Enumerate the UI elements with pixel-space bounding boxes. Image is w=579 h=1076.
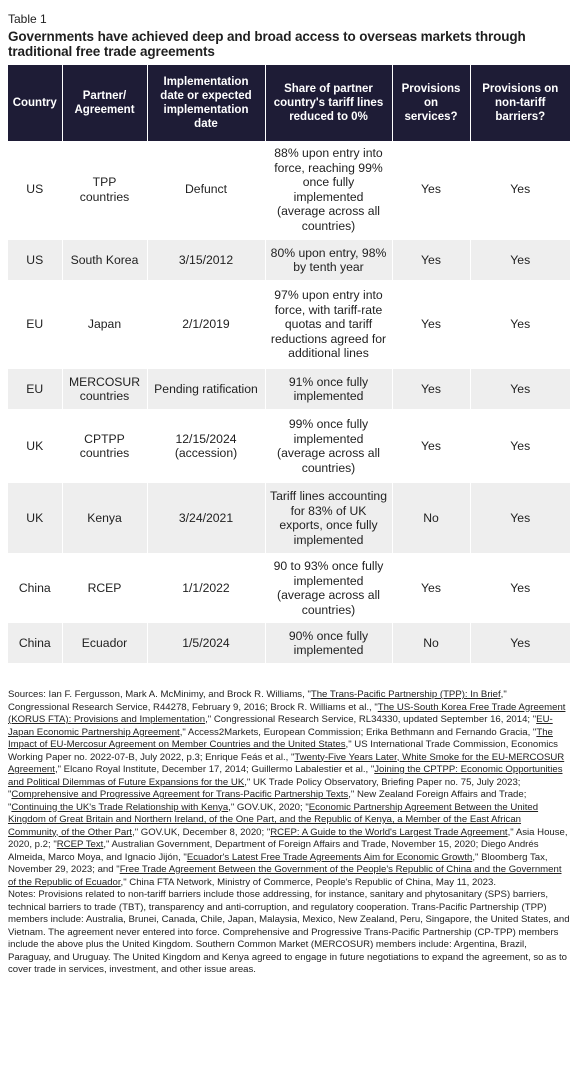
source-link[interactable]: The Trans-Pacific Partnership (TPP): In Brief bbox=[310, 689, 501, 700]
source-link[interactable]: RCEP Text bbox=[56, 839, 104, 850]
cell-date: 1/5/2024 bbox=[147, 622, 265, 664]
cell-share: 80% upon entry, 98% by tenth year bbox=[265, 239, 392, 281]
source-link[interactable]: The Impact of EU-Mercosur Agreement on Member Countries and the United States bbox=[8, 726, 553, 750]
sources-text: ," GOV.UK, 2020; " bbox=[228, 801, 309, 813]
cell-country: China bbox=[8, 554, 62, 622]
sources-section bbox=[8, 689, 570, 977]
source-link[interactable]: Joining the CPTPP: Economic Opportunities and Political Dilemmas of Future Expansions for the UK bbox=[8, 764, 563, 788]
cell-partner: TPP countries bbox=[62, 141, 147, 239]
source-link[interactable]: Twenty-Five Years Later, White Smoke for the EU-MERCOSUR Agreement bbox=[8, 751, 565, 775]
header-ntb: Provisions on non-tariff barriers? bbox=[470, 65, 570, 141]
source-link[interactable]: Economic Partnership Agreement Between the United Kingdom of Great Britain and Northern Ireland, of the One Part, and the Republic of Kenya, a Member of the East African Community, of the Other Part bbox=[8, 801, 539, 838]
cell-date: 2/1/2019 bbox=[147, 281, 265, 368]
source-link[interactable]: EU-Japan Economic Partnership Agreement bbox=[8, 714, 553, 738]
sources-text: ," Asia House, 2020, p.2; " bbox=[8, 826, 568, 850]
cell-partner: Ecuador bbox=[62, 622, 147, 664]
cell-country: EU bbox=[8, 368, 62, 410]
cell-services: No bbox=[392, 482, 470, 554]
cell-partner: Japan bbox=[62, 281, 147, 368]
table-row bbox=[8, 410, 570, 482]
table-row bbox=[8, 622, 570, 664]
cell-services: Yes bbox=[392, 410, 470, 482]
sources-text: ," Congressional Research Service, RL34330, updated September 16, 2014; " bbox=[205, 714, 537, 725]
header-partner: Partner/ Agreement bbox=[62, 65, 147, 141]
table-title: Governments have achieved deep and broad access to overseas markets through traditional free trade agreements bbox=[8, 29, 526, 59]
cell-country: China bbox=[8, 622, 62, 664]
cell-ntb: Yes bbox=[470, 622, 570, 664]
cell-ntb: Yes bbox=[470, 554, 570, 622]
sources-text: ," Elcano Royal Institute, December 17, 2014; Guillermo Labalestier et al., " bbox=[54, 764, 375, 775]
trade-agreements-table bbox=[8, 65, 570, 665]
notes-text: Notes: Provisions related to non-tariff barriers include those addressing, for instance, sanitary and phytosanitary (SPS) barriers, technical barriers to trade (TBT), transparency and anti-corruption, and regulatory cooperation. Trans-Pacific Partnership (TPP) members include: Australia, Brunei, Canada, Chile, Japan, Malaysia, Mexico, New Zealand, Peru, Singapore, the United States, and Vietnam. The agreement never entered into force. Comprehensive and Progressive Trans-Pacific Partnership (CP-TPP) members include the above plus the United Kingdom. Southern Common Market (MERCOSUR) members include: Argentina, Brazil, Paraguay, and Uruguay. The United Kingdom and Kenya agreed to engage in future negotiations to expand the agreement, so as to cover trade in services, investment, and other issue areas. bbox=[8, 889, 570, 975]
sources-text: ," China FTA Network, Ministry of Commerce, People's Republic of China, May 11, 2023. bbox=[120, 876, 497, 888]
cell-share: 88% upon entry into force, reaching 99% once fully implemented (average across all countries) bbox=[265, 141, 392, 239]
source-link[interactable]: The US-South Korea Free Trade Agreement (KORUS FTA): Provisions and Implementation bbox=[8, 701, 566, 725]
sources-text: ," US International Trade Commission, Economics Working Paper no. 2022-07-B, July 2022, p.3; Enrique Feás et al., " bbox=[8, 739, 558, 763]
cell-partner: South Korea bbox=[62, 239, 147, 281]
cell-country: UK bbox=[8, 482, 62, 554]
cell-services: Yes bbox=[392, 554, 470, 622]
source-link[interactable]: Comprehensive and Progressive Agreement for Trans-Pacific Partnership Texts bbox=[11, 789, 349, 800]
sources-text: Sources: Ian F. Fergusson, Mark A. McMinimy, and Brock R. Williams, " bbox=[8, 689, 311, 700]
cell-partner: CPTPP countries bbox=[62, 410, 147, 482]
cell-services: Yes bbox=[392, 281, 470, 368]
cell-date: 3/24/2021 bbox=[147, 482, 265, 554]
sources-text: ," UK Trade Policy Observatory, Briefing Paper no. 75, July 2023; " bbox=[8, 776, 521, 800]
sources-text bbox=[8, 689, 570, 889]
cell-ntb: Yes bbox=[470, 482, 570, 554]
cell-country: US bbox=[8, 141, 62, 239]
cell-date: 1/1/2022 bbox=[147, 554, 265, 622]
cell-partner: MERCOSUR countries bbox=[62, 368, 147, 410]
cell-ntb: Yes bbox=[470, 239, 570, 281]
table-row bbox=[8, 482, 570, 554]
header-date: Implementation date or expected implementation date bbox=[147, 65, 265, 141]
cell-services: No bbox=[392, 622, 470, 664]
cell-partner: RCEP bbox=[62, 554, 147, 622]
cell-country: EU bbox=[8, 281, 62, 368]
source-link[interactable]: RCEP: A Guide to the World's Largest Trade Agreement bbox=[270, 826, 508, 838]
cell-ntb: Yes bbox=[470, 141, 570, 239]
cell-services: Yes bbox=[392, 239, 470, 281]
cell-country: UK bbox=[8, 410, 62, 482]
sources-text: ," Australian Government, Department of Foreign Affairs and Trade, November 15, 2020; Diego Andrés Almeida, Marco Moya, and Ignacio Jijón, " bbox=[8, 839, 539, 863]
source-link[interactable]: Free Trade Agreement Between the Government of the People's Republic of China and the Government of the Republic of Ecuador bbox=[8, 864, 562, 888]
table-row bbox=[8, 281, 570, 368]
sources-text: ," Access2Markets, European Commission; Erika Bethmann and Fernando Gracia, " bbox=[179, 726, 537, 738]
cell-share: Tariff lines accounting for 83% of UK exports, once fully implemented bbox=[265, 482, 392, 554]
table-row bbox=[8, 141, 570, 239]
table-header-row bbox=[8, 65, 570, 141]
cell-date: Defunct bbox=[147, 141, 265, 239]
table-label: Table 1 bbox=[8, 12, 47, 26]
cell-share: 91% once fully implemented bbox=[265, 368, 392, 410]
table-row bbox=[8, 368, 570, 410]
cell-share: 90% once fully implemented bbox=[265, 622, 392, 664]
cell-ntb: Yes bbox=[470, 410, 570, 482]
cell-share: 99% once fully implemented (average across all countries) bbox=[265, 410, 392, 482]
cell-services: Yes bbox=[392, 141, 470, 239]
cell-ntb: Yes bbox=[470, 368, 570, 410]
cell-date: 12/15/2024 (accession) bbox=[147, 410, 265, 482]
cell-share: 90 to 93% once fully implemented (average across all countries) bbox=[265, 554, 392, 622]
sources-text: ," GOV.UK, December 8, 2020; " bbox=[132, 826, 271, 838]
header-country: Country bbox=[8, 65, 62, 141]
header-services: Provisions on services? bbox=[392, 65, 470, 141]
cell-share: 97% upon entry into force, with tariff-rate quotas and tariff reductions agreed for additional lines bbox=[265, 281, 392, 368]
source-link[interactable]: Continuing the UK's Trade Relationship with Kenya bbox=[11, 801, 229, 813]
cell-services: Yes bbox=[392, 368, 470, 410]
cell-country: US bbox=[8, 239, 62, 281]
source-link[interactable]: Ecuador's Latest Free Trade Agreements Aim for Economic Growth bbox=[186, 851, 473, 863]
table-row bbox=[8, 239, 570, 281]
sources-text: ," Bloomberg Tax, November 29, 2023; and " bbox=[8, 851, 548, 875]
table-row bbox=[8, 554, 570, 622]
sources-text: ," New Zealand Foreign Affairs and Trade; " bbox=[8, 789, 527, 813]
header-share: Share of partner country's tariff lines reduced to 0% bbox=[265, 65, 392, 141]
cell-date: Pending ratification bbox=[147, 368, 265, 410]
cell-date: 3/15/2012 bbox=[147, 239, 265, 281]
cell-partner: Kenya bbox=[62, 482, 147, 554]
sources-text: ," Congressional Research Service, R44278, February 9, 2016; Brock R. Williams et al., " bbox=[8, 689, 507, 713]
cell-ntb: Yes bbox=[470, 281, 570, 368]
